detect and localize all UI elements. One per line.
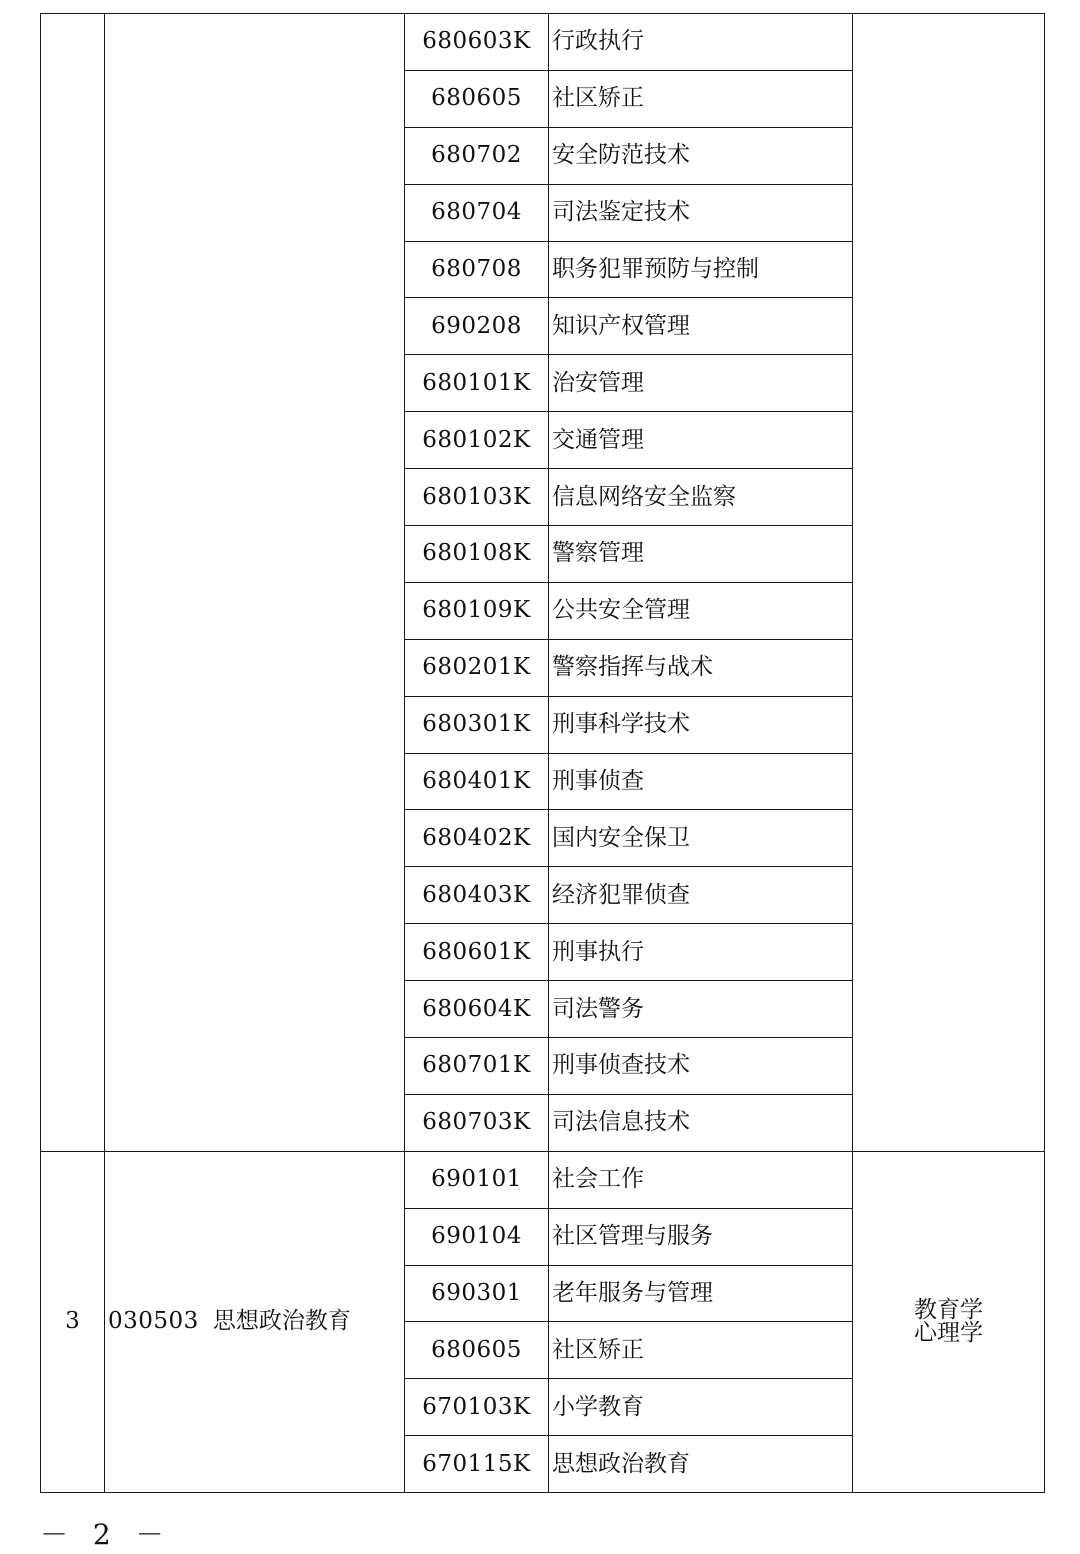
- course-name: 社区管理与服务: [549, 1208, 853, 1265]
- course-name: 司法警务: [549, 981, 853, 1038]
- course-code: 680402K: [405, 810, 549, 867]
- course-code: 680605: [405, 70, 549, 127]
- course-name: 刑事执行: [549, 924, 853, 981]
- course-code: 690208: [405, 298, 549, 355]
- course-name: 治安管理: [549, 355, 853, 412]
- index-cell: [41, 14, 105, 1152]
- course-code: 680102K: [405, 412, 549, 469]
- course-code: 680708: [405, 241, 549, 298]
- major-name: 思想政治教育: [212, 1308, 351, 1335]
- course-code: 680601K: [405, 924, 549, 981]
- course-code: 680109K: [405, 582, 549, 639]
- course-name: 思想政治教育: [549, 1436, 853, 1493]
- course-code: 680605: [405, 1322, 549, 1379]
- course-code: 680103K: [405, 469, 549, 526]
- exam-subjects-cell: [853, 1151, 1045, 1492]
- course-name: 司法信息技术: [549, 1094, 853, 1151]
- course-name: 社会工作: [549, 1151, 853, 1208]
- major-cell: [105, 1151, 405, 1492]
- course-code: 670103K: [405, 1379, 549, 1436]
- course-name: 警察管理: [549, 526, 853, 583]
- course-code: 680403K: [405, 867, 549, 924]
- exam-subjects-cell: [853, 14, 1045, 1152]
- course-code: 680108K: [405, 526, 549, 583]
- course-name: 小学教育: [549, 1379, 853, 1436]
- course-code: 680101K: [405, 355, 549, 412]
- course-name: 国内安全保卫: [549, 810, 853, 867]
- course-name: 刑事侦查技术: [549, 1038, 853, 1095]
- course-name: 经济犯罪侦查: [549, 867, 853, 924]
- course-code: 680401K: [405, 753, 549, 810]
- course-name: 老年服务与管理: [549, 1265, 853, 1322]
- course-code: 680603K: [405, 14, 549, 71]
- page-number: － 2 －: [40, 1518, 172, 1551]
- course-code: 680702: [405, 127, 549, 184]
- course-name: 司法鉴定技术: [549, 184, 853, 241]
- course-code: 680201K: [405, 639, 549, 696]
- table-row: [41, 1151, 1045, 1208]
- document-page: [40, 13, 1044, 1493]
- course-name: 社区矫正: [549, 1322, 853, 1379]
- major-code: 030503: [108, 1308, 199, 1335]
- table-body: [41, 14, 1045, 1493]
- course-name: 安全防范技术: [549, 127, 853, 184]
- course-name: 信息网络安全监察: [549, 469, 853, 526]
- major-cell: [105, 14, 405, 1152]
- course-name: 社区矫正: [549, 70, 853, 127]
- course-name: 职务犯罪预防与控制: [549, 241, 853, 298]
- major-table: [40, 13, 1045, 1493]
- course-name: 公共安全管理: [549, 582, 853, 639]
- exam-subject: 教育学: [914, 1296, 983, 1323]
- course-code: 690104: [405, 1208, 549, 1265]
- course-name: 行政执行: [549, 14, 853, 71]
- course-code: 680703K: [405, 1094, 549, 1151]
- course-name: 交通管理: [549, 412, 853, 469]
- course-code: 690301: [405, 1265, 549, 1322]
- course-code: 690101: [405, 1151, 549, 1208]
- course-name: 刑事科学技术: [549, 696, 853, 753]
- course-code: 680701K: [405, 1038, 549, 1095]
- course-name: 刑事侦查: [549, 753, 853, 810]
- course-name: 警察指挥与战术: [549, 639, 853, 696]
- course-code: 680301K: [405, 696, 549, 753]
- table-row: [41, 14, 1045, 71]
- course-code: 680604K: [405, 981, 549, 1038]
- course-code: 680704: [405, 184, 549, 241]
- index-cell: 3: [41, 1151, 105, 1492]
- course-name: 知识产权管理: [549, 298, 853, 355]
- course-code: 670115K: [405, 1436, 549, 1493]
- exam-subject: 心理学: [914, 1319, 983, 1346]
